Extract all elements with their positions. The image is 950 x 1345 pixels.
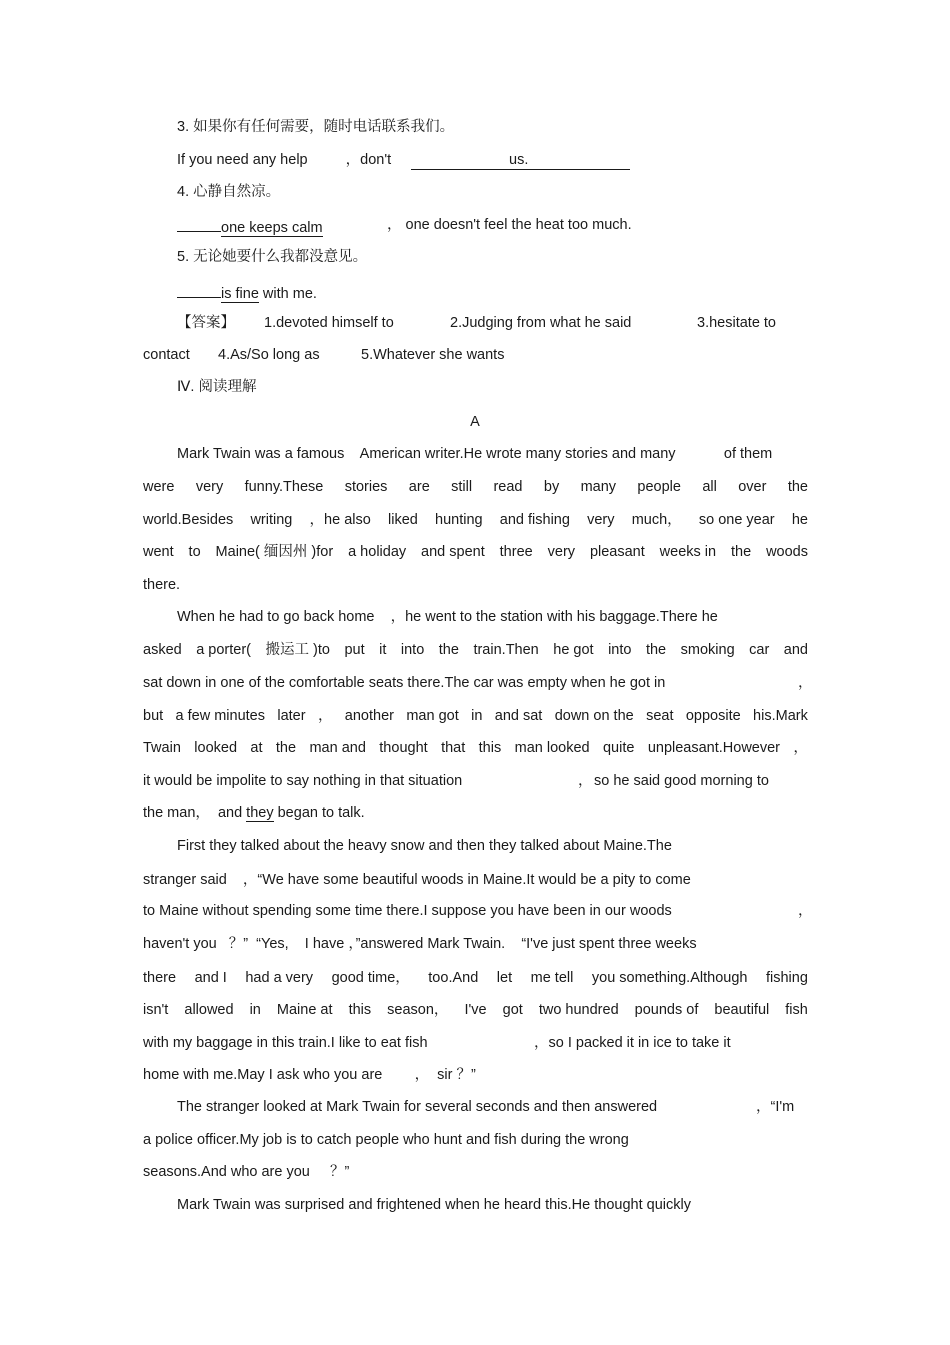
justified-word: in [249,1002,261,1018]
justified-word: went [143,544,174,560]
p3-line-7b: ，so I packed it in ice to take it [534,1035,731,1051]
justified-word: woods [766,544,808,560]
p4-line-1b: ，“I'm [756,1099,795,1115]
justified-word: pleasant [589,544,645,560]
justified-word: the [787,479,808,495]
q5-sentence [177,281,317,301]
justified-word: and I [194,970,227,986]
justified-word: and spent [421,544,485,560]
q3-part3: us. [509,152,529,168]
p4-line-2: a police officer.My job is to catch people who hunt and fish during the wrong [143,1132,629,1148]
justified-word: season， [387,1002,449,1018]
justified-word: fish [785,1002,808,1018]
justified-word: quite [602,740,635,756]
section-title: Ⅳ. 阅读理解 [177,379,257,395]
justified-word: weeks in [659,544,717,560]
p3-line-6 [143,1000,808,1020]
p4-line-3: seasons.And who are you ？” [143,1164,350,1180]
q5-part2: with me. [262,286,317,302]
justified-word: there [143,970,177,986]
p4-line-1: The stranger looked at Mark Twain for several seconds and then answered [177,1099,658,1115]
justified-word: and sat [494,708,543,724]
justified-word: world.Besides [143,512,234,528]
justified-word: he got [553,642,594,658]
p2-line-3-comma: ， [798,675,813,691]
justified-word: you something.Although [591,970,748,986]
justified-word: opposite [685,708,741,724]
p3-line-5 [143,968,808,988]
q4-sentence [177,215,323,235]
justified-word: to [188,544,201,560]
answer-label: 【答案】 [177,315,235,331]
q5-prompt: 5. 无论她要什么我都没意见。 [177,249,368,265]
justified-word: that [441,740,466,756]
justified-word: his.Mark [753,708,808,724]
justified-word: a few minutes [175,708,265,724]
justified-word: a porter( [196,642,252,658]
justified-word: too.And [428,970,479,986]
q3-part2: ，don't [345,152,392,168]
p3-line-2: stranger said ，“We have some beautiful woods in Maine.It would be a pity to come [143,872,691,888]
justified-word: put [344,642,365,658]
justified-word: very [547,544,576,560]
justified-word: stories [344,479,388,495]
justified-word: thought [379,740,428,756]
justified-word: were [143,479,175,495]
justified-word: much， [631,512,682,528]
justified-word: funny.These [244,479,324,495]
justified-word: all [702,479,717,495]
justified-word: seat [646,708,674,724]
justified-word: he [791,512,808,528]
q4-part2: ， one doesn't feel the heat too much. [387,217,632,233]
justified-word: Twain [143,740,181,756]
justified-word: pounds of [634,1002,699,1018]
p3-line-7: with my baggage in this train.I like to eat fish [143,1035,428,1051]
justified-word: over [738,479,767,495]
answer-4: 4.As/So long as [218,347,320,363]
q4-blank-a [177,215,221,232]
justified-word: isn't [143,1002,169,1018]
answer-3-cont: contact [143,347,190,363]
p2-line-1: When he had to go back home ，he went to the station with his baggage.There he [177,609,718,625]
justified-word: another [344,708,394,724]
justified-word: three [499,544,533,560]
passage-label: A [470,414,480,430]
p1-line-5: there. [143,577,181,593]
justified-word: good time， [331,970,410,986]
justified-word: into [400,642,425,658]
answer-1: 1.devoted himself to [264,315,394,331]
justified-word: writing [250,512,293,528]
answer-3: 3.hesitate to [697,315,776,331]
q4-part1: one keeps calm [221,220,323,236]
justified-word: liked [388,512,418,528]
justified-word: me tell [530,970,574,986]
justified-word: ，he also [309,512,371,528]
p2-line-2 [143,640,808,660]
justified-word: beautiful [714,1002,770,1018]
p2-line-7a: the man， and [143,805,247,821]
justified-word: read [493,479,523,495]
p3-line-8: home with me.May I ask who you are ， sir ？” [143,1067,476,1083]
justified-word: this [348,1002,372,1018]
justified-word: hunting [435,512,483,528]
justified-word: and [783,642,808,658]
justified-word: this [478,740,502,756]
justified-word: man looked [514,740,590,756]
p5-line-1: Mark Twain was surprised and frightened when he heard this.He thought quickly [177,1197,691,1213]
justified-word: the [731,544,752,560]
justified-word: and fishing [499,512,570,528]
justified-word: asked [143,642,182,658]
justified-word: still [451,479,473,495]
q3-part1: If you need any help [177,152,308,168]
p2-line-4 [143,706,808,726]
justified-word: had a very [245,970,314,986]
justified-word: ， [317,708,333,724]
justified-word: man got [406,708,459,724]
justified-word: fishing [765,970,808,986]
q3-sentence [177,150,391,170]
p2-line-7 [143,803,365,823]
p2-line-5 [143,738,808,758]
answer-2: 2.Judging from what he said [450,315,632,331]
justified-word: 搬运工 )to [265,642,330,658]
justified-word: Maine at [276,1002,333,1018]
justified-word: into [608,642,632,658]
justified-word: are [408,479,430,495]
p1-line-1: Mark Twain was a famous American writer.He wrote many stories and many of them [177,446,773,462]
p2-line-7-underlined: they [246,805,274,821]
p1-line-3 [143,510,808,530]
justified-word: two hundred [538,1002,619,1018]
justified-word: man and [309,740,366,756]
justified-word: but [143,708,164,724]
p3-line-1: First they talked about the heavy snow and then they talked about Maine.The [177,838,672,854]
justified-word: looked [194,740,238,756]
justified-word: smoking [680,642,735,658]
p2-line-7c: began to talk. [273,805,365,821]
justified-word: the [645,642,667,658]
justified-word: at [250,740,263,756]
q5-blank [177,281,221,298]
p2-line-3: sat down in one of the comfortable seats there.The car was empty when he got in [143,675,666,691]
justified-word: car [749,642,770,658]
justified-word: ， [793,740,808,756]
justified-word: later [277,708,306,724]
justified-word: I've [464,1002,487,1018]
p1-line-4 [143,542,808,562]
justified-word: unpleasant.However [647,740,781,756]
justified-word: got [502,1002,523,1018]
justified-word: let [496,970,513,986]
q3-prompt: 3. 如果你有任何需要，随时电话联系我们。 [177,119,455,135]
justified-word: the [275,740,297,756]
q4-prompt: 4. 心静自然凉。 [177,184,281,200]
p3-line-3: to Maine without spending some time there.I suppose you have been in our woods [143,903,672,919]
p1-line-2 [143,477,808,497]
justified-word: many [580,479,617,495]
q3-answer-blank [411,150,630,170]
justified-word: people [637,479,681,495]
justified-word: very [195,479,224,495]
p3-line-3-comma: ， [798,903,813,919]
p3-line-4: haven't you ？” “Yes, I have ，”answered Mark Twain. “I've just spent three weeks [143,936,697,952]
justified-word: in [471,708,483,724]
q5-part1: is fine [221,286,259,302]
justified-word: a holiday [348,544,407,560]
justified-word: the [438,642,459,658]
p2-line-6-comma: ， [578,773,593,789]
justified-word: Maine( 缅因州 )for [215,544,334,560]
answer-5: 5.Whatever she wants [361,347,505,363]
p2-line-6: it would be impolite to say nothing in that situation [143,773,463,789]
justified-word: so one year [698,512,775,528]
justified-word: train.Then [473,642,539,658]
p2-line-6b: so he said good morning to [594,773,769,789]
justified-word: very [587,512,615,528]
justified-word: it [379,642,387,658]
justified-word: allowed [184,1002,234,1018]
justified-word: by [543,479,560,495]
justified-word: down on the [554,708,634,724]
